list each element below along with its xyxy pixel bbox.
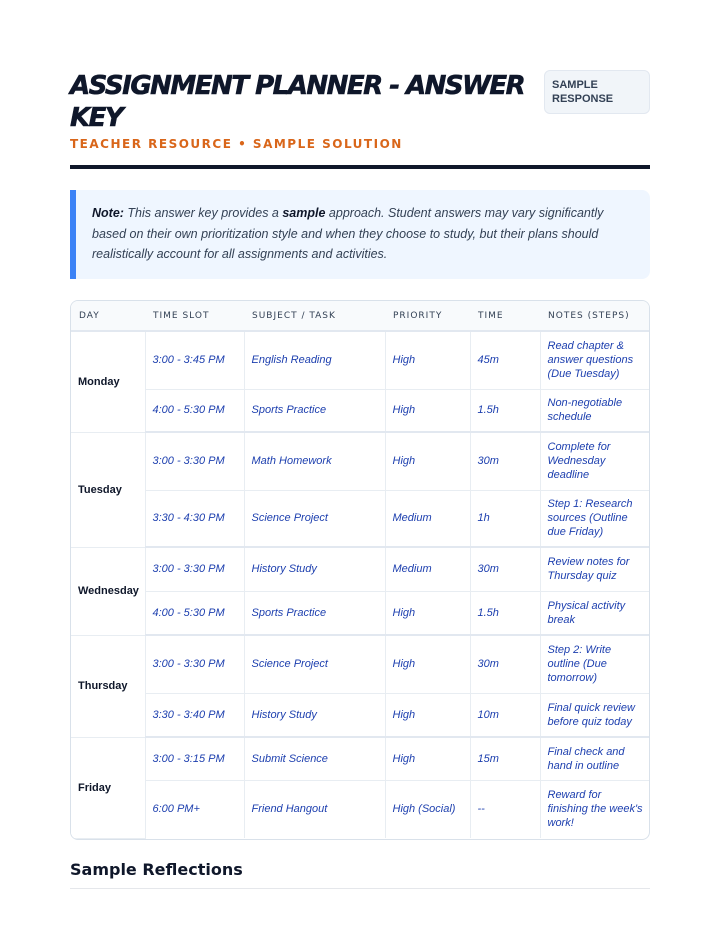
task-cell: Math Homework	[244, 432, 385, 490]
priority-cell: Medium	[385, 547, 470, 591]
notes-cell: Read chapter & answer questions (Due Tuesday)	[540, 331, 650, 389]
page-subtitle: TEACHER RESOURCE • SAMPLE SOLUTION	[70, 137, 403, 151]
note-text-after: approach. Student answers may vary significantly based on their own prioritization style and when they choose to study, but their plans should realistically account for all assignments and activities.	[92, 206, 604, 261]
note-label: Note:	[92, 206, 124, 220]
task-cell: History Study	[244, 547, 385, 591]
priority-cell: High	[385, 635, 470, 693]
table-row	[71, 389, 650, 432]
task-cell: Sports Practice	[244, 389, 385, 432]
table-row	[71, 591, 650, 635]
notes-cell: Step 2: Write outline (Due tomorrow)	[540, 635, 650, 693]
time-slot-cell: 3:00 - 3:30 PM	[145, 635, 244, 693]
time-slot-cell: 4:00 - 5:30 PM	[145, 389, 244, 432]
time-cell: 30m	[470, 635, 540, 693]
time-cell: 1.5h	[470, 389, 540, 432]
time-cell: 10m	[470, 693, 540, 737]
task-cell: Science Project	[244, 490, 385, 547]
day-cell: Monday	[71, 331, 145, 432]
table-row	[71, 547, 650, 591]
notes-cell: Reward for finishing the week's work!	[547, 789, 643, 830]
notes-cell: Complete for Wednesday deadline	[540, 432, 650, 490]
notes-cell: Step 1: Research sources (Outline due Friday)	[540, 490, 650, 547]
notes-cell: Final quick review before quiz today	[540, 693, 650, 737]
page-title: ASSIGNMENT PLANNER - ANSWER KEY	[70, 71, 525, 133]
priority-cell: High (Social)	[385, 780, 470, 838]
column-header: TIME SLOT	[145, 301, 244, 331]
reflections-divider	[70, 888, 650, 889]
time-slot-cell: 4:00 - 5:30 PM	[145, 591, 244, 635]
table-row	[71, 635, 650, 693]
time-cell: 30m	[470, 547, 540, 591]
note-emphasis: sample	[282, 206, 326, 220]
page-header	[70, 70, 650, 151]
time-cell: --	[470, 780, 540, 838]
time-slot-cell: 3:30 - 4:30 PM	[145, 490, 244, 547]
priority-cell: High	[385, 389, 470, 432]
table-header-row	[71, 301, 650, 331]
priority-cell: High	[385, 331, 470, 389]
task-cell: English Reading	[244, 331, 385, 389]
day-cell: Thursday	[71, 635, 145, 737]
notes-cell: Physical activity break	[540, 591, 650, 635]
time-slot-cell: 3:00 - 3:30 PM	[145, 547, 244, 591]
header-divider	[70, 165, 650, 169]
sample-response-badge: SAMPLE RESPONSE	[544, 70, 650, 114]
priority-cell: Medium	[385, 490, 470, 547]
notes-cell: Final check and hand in outline	[540, 737, 650, 780]
time-cell: 15m	[470, 737, 540, 780]
column-header: TIME	[470, 301, 540, 331]
time-cell: 1.5h	[470, 591, 540, 635]
table-row	[71, 693, 650, 737]
column-header: NOTES (STEPS)	[540, 301, 650, 331]
time-slot-cell: 3:00 - 3:15 PM	[145, 737, 244, 780]
priority-cell: High	[385, 737, 470, 780]
planner-table	[70, 300, 650, 840]
task-cell: Sports Practice	[244, 591, 385, 635]
notes-cell: Review notes for Thursday quiz	[540, 547, 650, 591]
time-cell: 1h	[470, 490, 540, 547]
table-row	[71, 737, 650, 780]
time-slot-cell: 6:00 PM+	[145, 780, 244, 838]
time-cell: 30m	[470, 432, 540, 490]
time-slot-cell: 3:00 - 3:30 PM	[145, 432, 244, 490]
task-cell: Friend Hangout	[244, 780, 385, 838]
day-cell: Friday	[71, 737, 145, 838]
task-cell: Submit Science	[244, 737, 385, 780]
priority-cell: High	[385, 591, 470, 635]
task-cell: Science Project	[244, 635, 385, 693]
time-slot-cell: 3:30 - 3:40 PM	[145, 693, 244, 737]
priority-cell: High	[385, 432, 470, 490]
column-header: DAY	[71, 301, 145, 331]
table-row	[71, 780, 650, 838]
time-cell: 45m	[470, 331, 540, 389]
note-text-before: This answer key provides a	[123, 206, 283, 220]
table-row	[71, 432, 650, 490]
table-row	[71, 331, 650, 389]
column-header: SUBJECT / TASK	[244, 301, 385, 331]
priority-cell: High	[385, 693, 470, 737]
column-header: PRIORITY	[385, 301, 470, 331]
day-cell: Wednesday	[71, 547, 145, 635]
table-row	[71, 490, 650, 547]
note-callout	[70, 190, 650, 279]
task-cell: History Study	[244, 693, 385, 737]
day-cell: Tuesday	[71, 432, 145, 547]
time-slot-cell: 3:00 - 3:45 PM	[145, 331, 244, 389]
notes-cell: Non-negotiable schedule	[540, 389, 650, 432]
reflections-heading: Sample Reflections	[70, 860, 243, 879]
